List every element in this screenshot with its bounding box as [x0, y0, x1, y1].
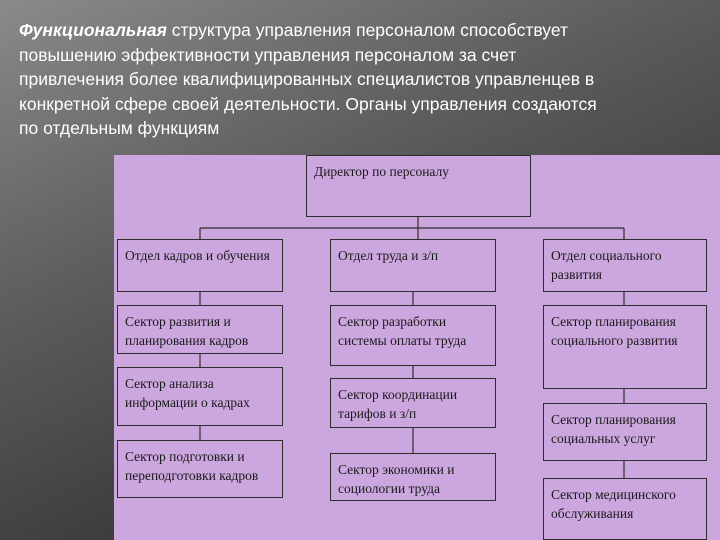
sector-box — [117, 305, 283, 354]
sector-box — [330, 305, 496, 366]
sector-label: Сектор разработки системы оплаты труда — [338, 314, 467, 348]
sector-box — [330, 453, 496, 501]
sector-box — [543, 478, 707, 540]
department-label: Отдел социального развития — [551, 248, 662, 282]
department-label: Отдел труда и з/п — [338, 248, 439, 263]
sector-label: Сектор медицинского обслуживания — [551, 487, 676, 521]
intro-body: структура управления персоналом способствует повышению эффективности управления персоналом за счет привлечения более квалифицированных специалистов управленцев в конкретной сфере своей деятельности. Органы управления создаются по отдельным функциям — [19, 20, 597, 138]
department-box — [117, 239, 283, 292]
sector-label: Сектор координации тарифов и з/п — [338, 387, 458, 421]
sector-box — [117, 440, 283, 498]
root-director-box — [306, 155, 531, 217]
department-box — [543, 239, 707, 292]
sector-box — [543, 305, 707, 389]
intro-emphasis: Функциональная — [19, 20, 167, 40]
sector-box — [117, 367, 283, 426]
root-label: Директор по персоналу — [314, 164, 450, 179]
sector-label: Сектор подготовки и переподготовки кадров — [125, 449, 259, 483]
department-box — [330, 239, 496, 292]
sector-label: Сектор экономики и социологии труда — [338, 462, 455, 496]
sector-box — [330, 378, 496, 428]
sector-label: Сектор планирования социального развития — [551, 314, 678, 348]
sector-label: Сектор анализа информации о кадрах — [125, 376, 250, 410]
sector-box — [543, 403, 707, 461]
sector-label: Сектор планирования социальных услуг — [551, 412, 676, 446]
sector-label: Сектор развития и планирования кадров — [125, 314, 249, 348]
department-label: Отдел кадров и обучения — [125, 248, 270, 263]
